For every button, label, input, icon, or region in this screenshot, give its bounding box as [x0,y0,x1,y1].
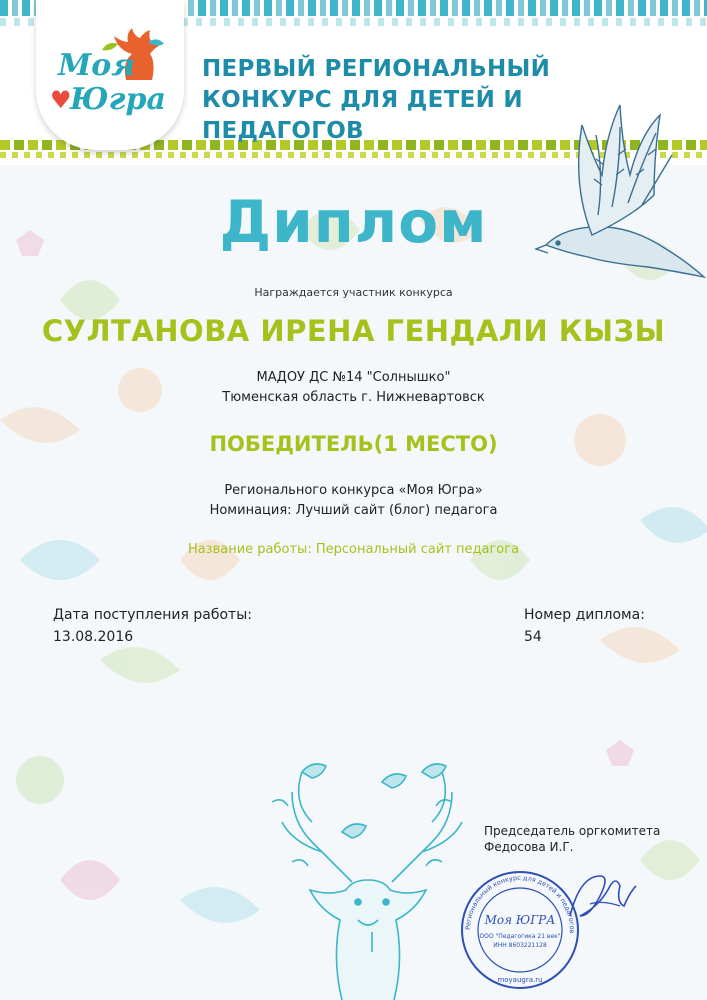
stamp-bottom-text: moyaugra.ru [497,976,543,984]
logo-text-line2: Югра [70,82,166,117]
awarded-text: Награждается участник конкурса [254,286,453,299]
logo-text-line1: Моя [58,48,136,83]
handwritten-signature [560,866,640,936]
contest-title-line2: КОНКУРС ДЛЯ ДЕТЕЙ И ПЕДАГОГОВ [202,87,523,144]
work-title: Название работы: Персональный сайт педагога [187,542,520,557]
heart-icon: ♥ [50,86,72,114]
deer-illustration [262,742,472,1000]
diploma-title: Диплом [219,188,488,256]
date-value: 13.08.2016 [53,629,134,645]
diploma-number-label: Номер диплома: [524,607,645,623]
date-label: Дата поступления работы: [53,607,252,623]
chairman-title: Председатель оргкомитета [484,824,661,838]
diploma-number-value: 54 [524,629,542,645]
stamp-line2: ИНН 8603221128 [493,942,547,949]
organization: МАДОУ ДС №14 "Солнышко" [256,370,451,385]
contest-name: Регионального конкурса «Моя Югра» [224,483,483,498]
chairman-name: Федосова И.Г. [484,840,574,854]
location: Тюменская область г. Нижневартовск [222,390,485,405]
place-award: ПОБЕДИТЕЛЬ(1 МЕСТО) [209,432,498,456]
contest-logo [36,0,184,158]
contest-title-line1: ПЕРВЫЙ РЕГИОНАЛЬНЫЙ [202,56,551,82]
stamp-ring-text: Региональный конкурс для детей и педагогов [463,873,577,934]
recipient-name: СУЛТАНОВА ИРЕНА ГЕНДАЛИ КЫЗЫ [41,314,666,348]
nomination: Номинация: Лучший сайт (блог) педагога [209,503,498,518]
stamp-line1: ООО "Педагогика 21 век" [479,933,561,940]
stamp-center-text: Моя ЮГРА [484,913,556,927]
